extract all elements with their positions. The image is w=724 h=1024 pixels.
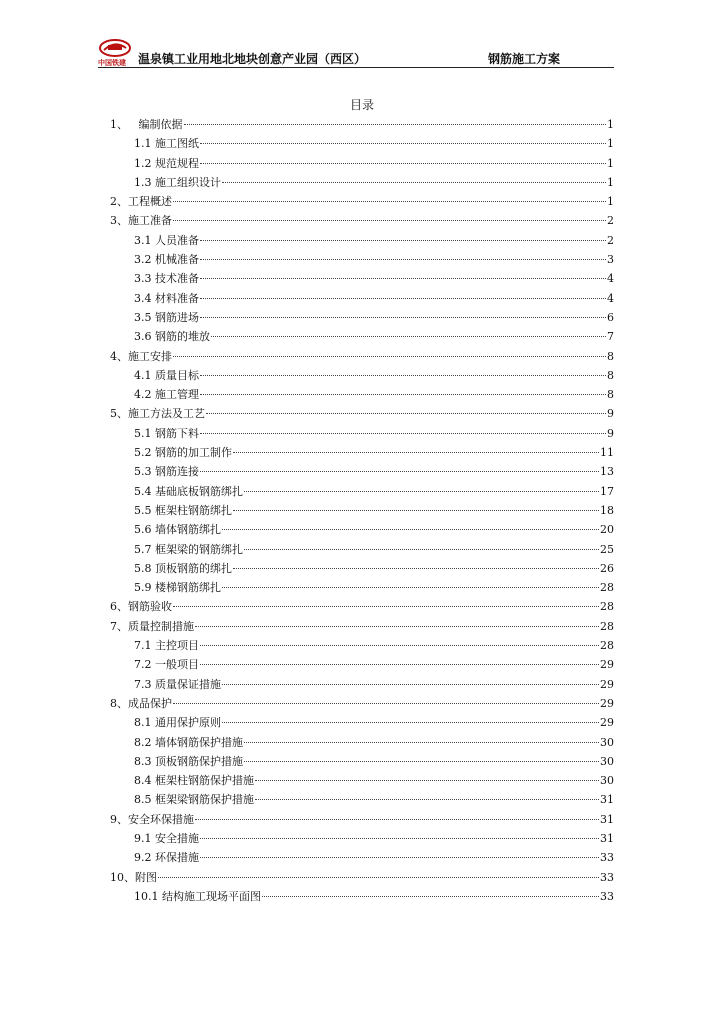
toc-leader-dots	[184, 124, 607, 125]
toc-entry-page: 1	[607, 118, 614, 131]
toc-entry[interactable]	[110, 501, 614, 520]
toc-entry-page: 7	[607, 330, 614, 344]
toc-entry-number: 9、	[110, 812, 128, 826]
toc-entry[interactable]	[110, 675, 614, 694]
toc-entry-page: 1	[607, 195, 614, 209]
toc-leader-dots	[200, 163, 606, 164]
toc-entry-number: 3、	[110, 214, 128, 228]
toc-entry-page: 17	[600, 484, 614, 498]
toc-leader-dots	[195, 819, 599, 820]
toc-entry-number: 8、	[110, 696, 128, 710]
toc-entry-label: 8.4 框架柱钢筋保护措施	[134, 774, 254, 788]
toc-entry-page: 29	[600, 716, 614, 730]
toc-entry[interactable]	[110, 115, 614, 134]
toc-entry-label: 1.2 规范规程	[134, 156, 199, 170]
toc-entry-page: 28	[600, 581, 614, 595]
toc-leader-dots	[222, 529, 599, 530]
toc-entry-label: 3.5 钢筋进场	[134, 310, 199, 324]
toc-leader-dots	[200, 645, 599, 646]
toc-entry-label: 附图	[135, 870, 157, 884]
toc-entry-page: 13	[600, 465, 614, 479]
toc-entry-label: 1.1 施工图纸	[134, 137, 199, 151]
toc-entry-label: 5.6 墙体钢筋绑扎	[134, 523, 221, 537]
toc-entry-label: 3.3 技术准备	[134, 272, 199, 286]
toc-leader-dots	[211, 336, 606, 337]
toc-entry-page: 8	[607, 349, 614, 363]
toc-entry-page: 2	[607, 214, 614, 228]
toc-entry-page: 8	[607, 388, 614, 402]
toc-entry-label: 5.2 钢筋的加工制作	[134, 446, 232, 460]
toc-entry-label: 施工安排	[128, 349, 172, 363]
toc-entry-label: 工程概述	[128, 195, 172, 209]
toc-entry-label: 4.2 施工管理	[134, 388, 199, 402]
toc-entry-label: 安全环保措施	[128, 812, 194, 826]
toc-entry[interactable]	[110, 752, 614, 771]
toc-entry[interactable]	[110, 366, 614, 385]
toc-entry-page: 31	[600, 793, 614, 807]
toc-leader-dots	[200, 278, 606, 279]
toc-entry-page: 29	[600, 658, 614, 672]
toc-entry-label: 8.5 框架梁钢筋保护措施	[134, 793, 254, 807]
toc-leader-dots	[222, 684, 599, 685]
logo-text: 中国铁建	[98, 59, 126, 67]
toc-leader-dots	[206, 413, 606, 414]
toc-leader-dots	[200, 394, 606, 395]
toc-entry-label: 8.3 顶板钢筋保护措施	[134, 754, 243, 768]
toc-entry-label: 5.3 钢筋连接	[134, 465, 199, 479]
toc-entry-page: 33	[600, 870, 614, 884]
toc-entry[interactable]	[110, 173, 614, 192]
toc-entry[interactable]	[110, 308, 614, 327]
toc-leader-dots	[195, 626, 599, 627]
toc-entry-label: 3.6 钢筋的堆放	[134, 330, 210, 344]
toc-entry-label: 5.1 钢筋下料	[134, 426, 199, 440]
table-of-contents	[110, 115, 614, 906]
toc-entry-page: 33	[600, 851, 614, 865]
project-title: 温泉镇工业用地北地块创意产业园（西区）	[138, 52, 367, 66]
toc-entry-page: 4	[607, 272, 614, 286]
toc-entry-label: 8.2 墙体钢筋保护措施	[134, 735, 243, 749]
toc-entry-number: 7、	[110, 619, 128, 633]
toc-entry[interactable]	[110, 327, 614, 346]
document-type: 钢筋施工方案	[488, 52, 561, 66]
toc-entry[interactable]	[110, 790, 614, 809]
toc-entry-page: 28	[600, 619, 614, 633]
toc-entry[interactable]	[110, 559, 614, 578]
toc-entry-page: 4	[607, 291, 614, 305]
toc-leader-dots	[200, 838, 599, 839]
toc-leader-dots	[200, 375, 606, 376]
toc-entry-number: 2、	[110, 195, 128, 209]
toc-leader-dots	[173, 703, 599, 704]
toc-entry[interactable]	[110, 578, 614, 597]
toc-entry[interactable]	[110, 771, 614, 790]
toc-leader-dots	[200, 857, 599, 858]
toc-entry[interactable]	[110, 385, 614, 404]
toc-leader-dots	[200, 298, 606, 299]
toc-entry-page: 20	[600, 523, 614, 537]
toc-leader-dots	[222, 587, 599, 588]
toc-entry[interactable]	[110, 520, 614, 539]
toc-entry[interactable]	[110, 597, 614, 616]
toc-entry-page: 29	[600, 696, 614, 710]
toc-entry-label: 4.1 质量目标	[134, 368, 199, 382]
toc-entry[interactable]	[110, 868, 614, 887]
toc-leader-dots	[200, 317, 606, 318]
toc-entry-label: 施工准备	[128, 214, 172, 228]
toc-entry-label: 7.1 主控项目	[134, 639, 199, 653]
toc-entry-page: 11	[600, 446, 614, 460]
toc-entry-label: 钢筋验收	[128, 600, 172, 614]
toc-entry-label: 编制依据	[138, 118, 183, 131]
toc-leader-dots	[173, 201, 606, 202]
toc-leader-dots	[244, 761, 599, 762]
page-header	[98, 38, 614, 68]
toc-entry[interactable]	[110, 250, 614, 269]
toc-entry-page: 9	[607, 426, 614, 440]
toc-entry-label: 1.3 施工组织设计	[134, 175, 221, 189]
toc-entry-page: 26	[600, 561, 614, 575]
toc-leader-dots	[173, 606, 599, 607]
toc-leader-dots	[200, 471, 599, 472]
header-divider	[98, 67, 614, 68]
toc-entry-page: 31	[600, 831, 614, 845]
toc-entry-number: 10、	[110, 870, 135, 884]
toc-leader-dots	[222, 722, 599, 723]
toc-entry-label: 5.5 框架柱钢筋绑扎	[134, 503, 232, 517]
toc-entry[interactable]	[110, 540, 614, 559]
toc-entry-label: 7.2 一般项目	[134, 658, 199, 672]
toc-entry[interactable]	[110, 617, 614, 636]
toc-entry-page: 30	[600, 735, 614, 749]
toc-entry-page: 28	[600, 600, 614, 614]
toc-entry[interactable]	[110, 655, 614, 674]
toc-leader-dots	[200, 664, 599, 665]
toc-entry-page: 31	[600, 812, 614, 826]
toc-leader-dots	[244, 742, 599, 743]
toc-entry[interactable]	[110, 636, 614, 655]
toc-leader-dots	[233, 510, 599, 511]
toc-leader-dots	[244, 491, 599, 492]
toc-entry[interactable]	[110, 192, 614, 211]
toc-entry-page: 9	[607, 407, 614, 421]
toc-entry-number: 4、	[110, 349, 128, 363]
toc-entry-label: 5.8 顶板钢筋的绑扎	[134, 561, 232, 575]
toc-leader-dots	[233, 452, 599, 453]
toc-leader-dots	[200, 240, 606, 241]
toc-entry[interactable]	[110, 231, 614, 250]
toc-entry[interactable]	[110, 404, 614, 423]
toc-entry[interactable]	[110, 829, 614, 848]
toc-entry-label: 5.9 楼梯钢筋绑扎	[134, 581, 221, 595]
toc-leader-dots	[222, 182, 606, 183]
toc-entry[interactable]	[110, 462, 614, 481]
toc-entry-label: 3.4 材料准备	[134, 291, 199, 305]
toc-entry-page: 30	[600, 754, 614, 768]
toc-entry-page: 8	[607, 368, 614, 382]
toc-entry[interactable]	[110, 694, 614, 713]
toc-entry-label: 成品保护	[128, 696, 172, 710]
toc-leader-dots	[255, 799, 599, 800]
toc-entry-label: 施工方法及工艺	[128, 407, 205, 421]
toc-leader-dots	[244, 549, 599, 550]
toc-entry[interactable]	[110, 269, 614, 288]
toc-entry[interactable]	[110, 424, 614, 443]
toc-leader-dots	[173, 220, 606, 221]
toc-title: 目录	[349, 98, 374, 112]
toc-entry-number: 6、	[110, 600, 128, 614]
toc-entry-page: 30	[600, 774, 614, 788]
toc-entry[interactable]	[110, 887, 614, 906]
toc-entry-page: 25	[600, 542, 614, 556]
toc-entry[interactable]	[110, 443, 614, 462]
toc-leader-dots	[200, 433, 606, 434]
toc-leader-dots	[200, 259, 606, 260]
toc-entry-number: 1、	[110, 118, 139, 131]
toc-entry-label: 9.1 安全措施	[134, 831, 199, 845]
toc-leader-dots	[233, 568, 599, 569]
toc-entry-page: 1	[607, 156, 614, 170]
toc-entry[interactable]	[110, 810, 614, 829]
toc-leader-dots	[158, 877, 599, 878]
toc-leader-dots	[200, 143, 606, 144]
toc-entry-label: 8.1 通用保护原则	[134, 716, 221, 730]
toc-entry-label: 质量控制措施	[128, 619, 194, 633]
toc-entry[interactable]	[110, 154, 614, 173]
toc-entry-label: 5.4 基础底板钢筋绑扎	[134, 484, 243, 498]
toc-leader-dots	[173, 356, 606, 357]
toc-entry-label: 3.1 人员准备	[134, 233, 199, 247]
toc-entry[interactable]	[110, 848, 614, 867]
toc-entry-label: 9.2 环保措施	[134, 851, 199, 865]
toc-entry-page: 1	[607, 175, 614, 189]
toc-entry-page: 1	[607, 137, 614, 151]
toc-leader-dots	[262, 896, 599, 897]
toc-entry-page: 18	[600, 503, 614, 517]
toc-entry-label: 3.2 机械准备	[134, 253, 199, 267]
toc-entry[interactable]	[110, 347, 614, 366]
toc-entry[interactable]	[110, 482, 614, 501]
toc-entry-page: 3	[607, 253, 614, 267]
toc-entry[interactable]	[110, 211, 614, 230]
toc-entry[interactable]	[110, 733, 614, 752]
toc-leader-dots	[255, 780, 599, 781]
toc-entry[interactable]	[110, 289, 614, 308]
toc-entry-page: 6	[607, 310, 614, 324]
toc-entry-label: 7.3 质量保证措施	[134, 677, 221, 691]
toc-entry-page: 29	[600, 677, 614, 691]
toc-entry-page: 2	[607, 233, 614, 247]
toc-entry-label: 10.1 结构施工现场平面图	[134, 889, 261, 903]
toc-entry-page: 33	[600, 889, 614, 903]
toc-entry-label: 5.7 框架梁的钢筋绑扎	[134, 542, 243, 556]
toc-entry-number: 5、	[110, 407, 128, 421]
toc-entry[interactable]	[110, 713, 614, 732]
toc-entry[interactable]	[110, 134, 614, 153]
toc-entry-page: 28	[600, 639, 614, 653]
